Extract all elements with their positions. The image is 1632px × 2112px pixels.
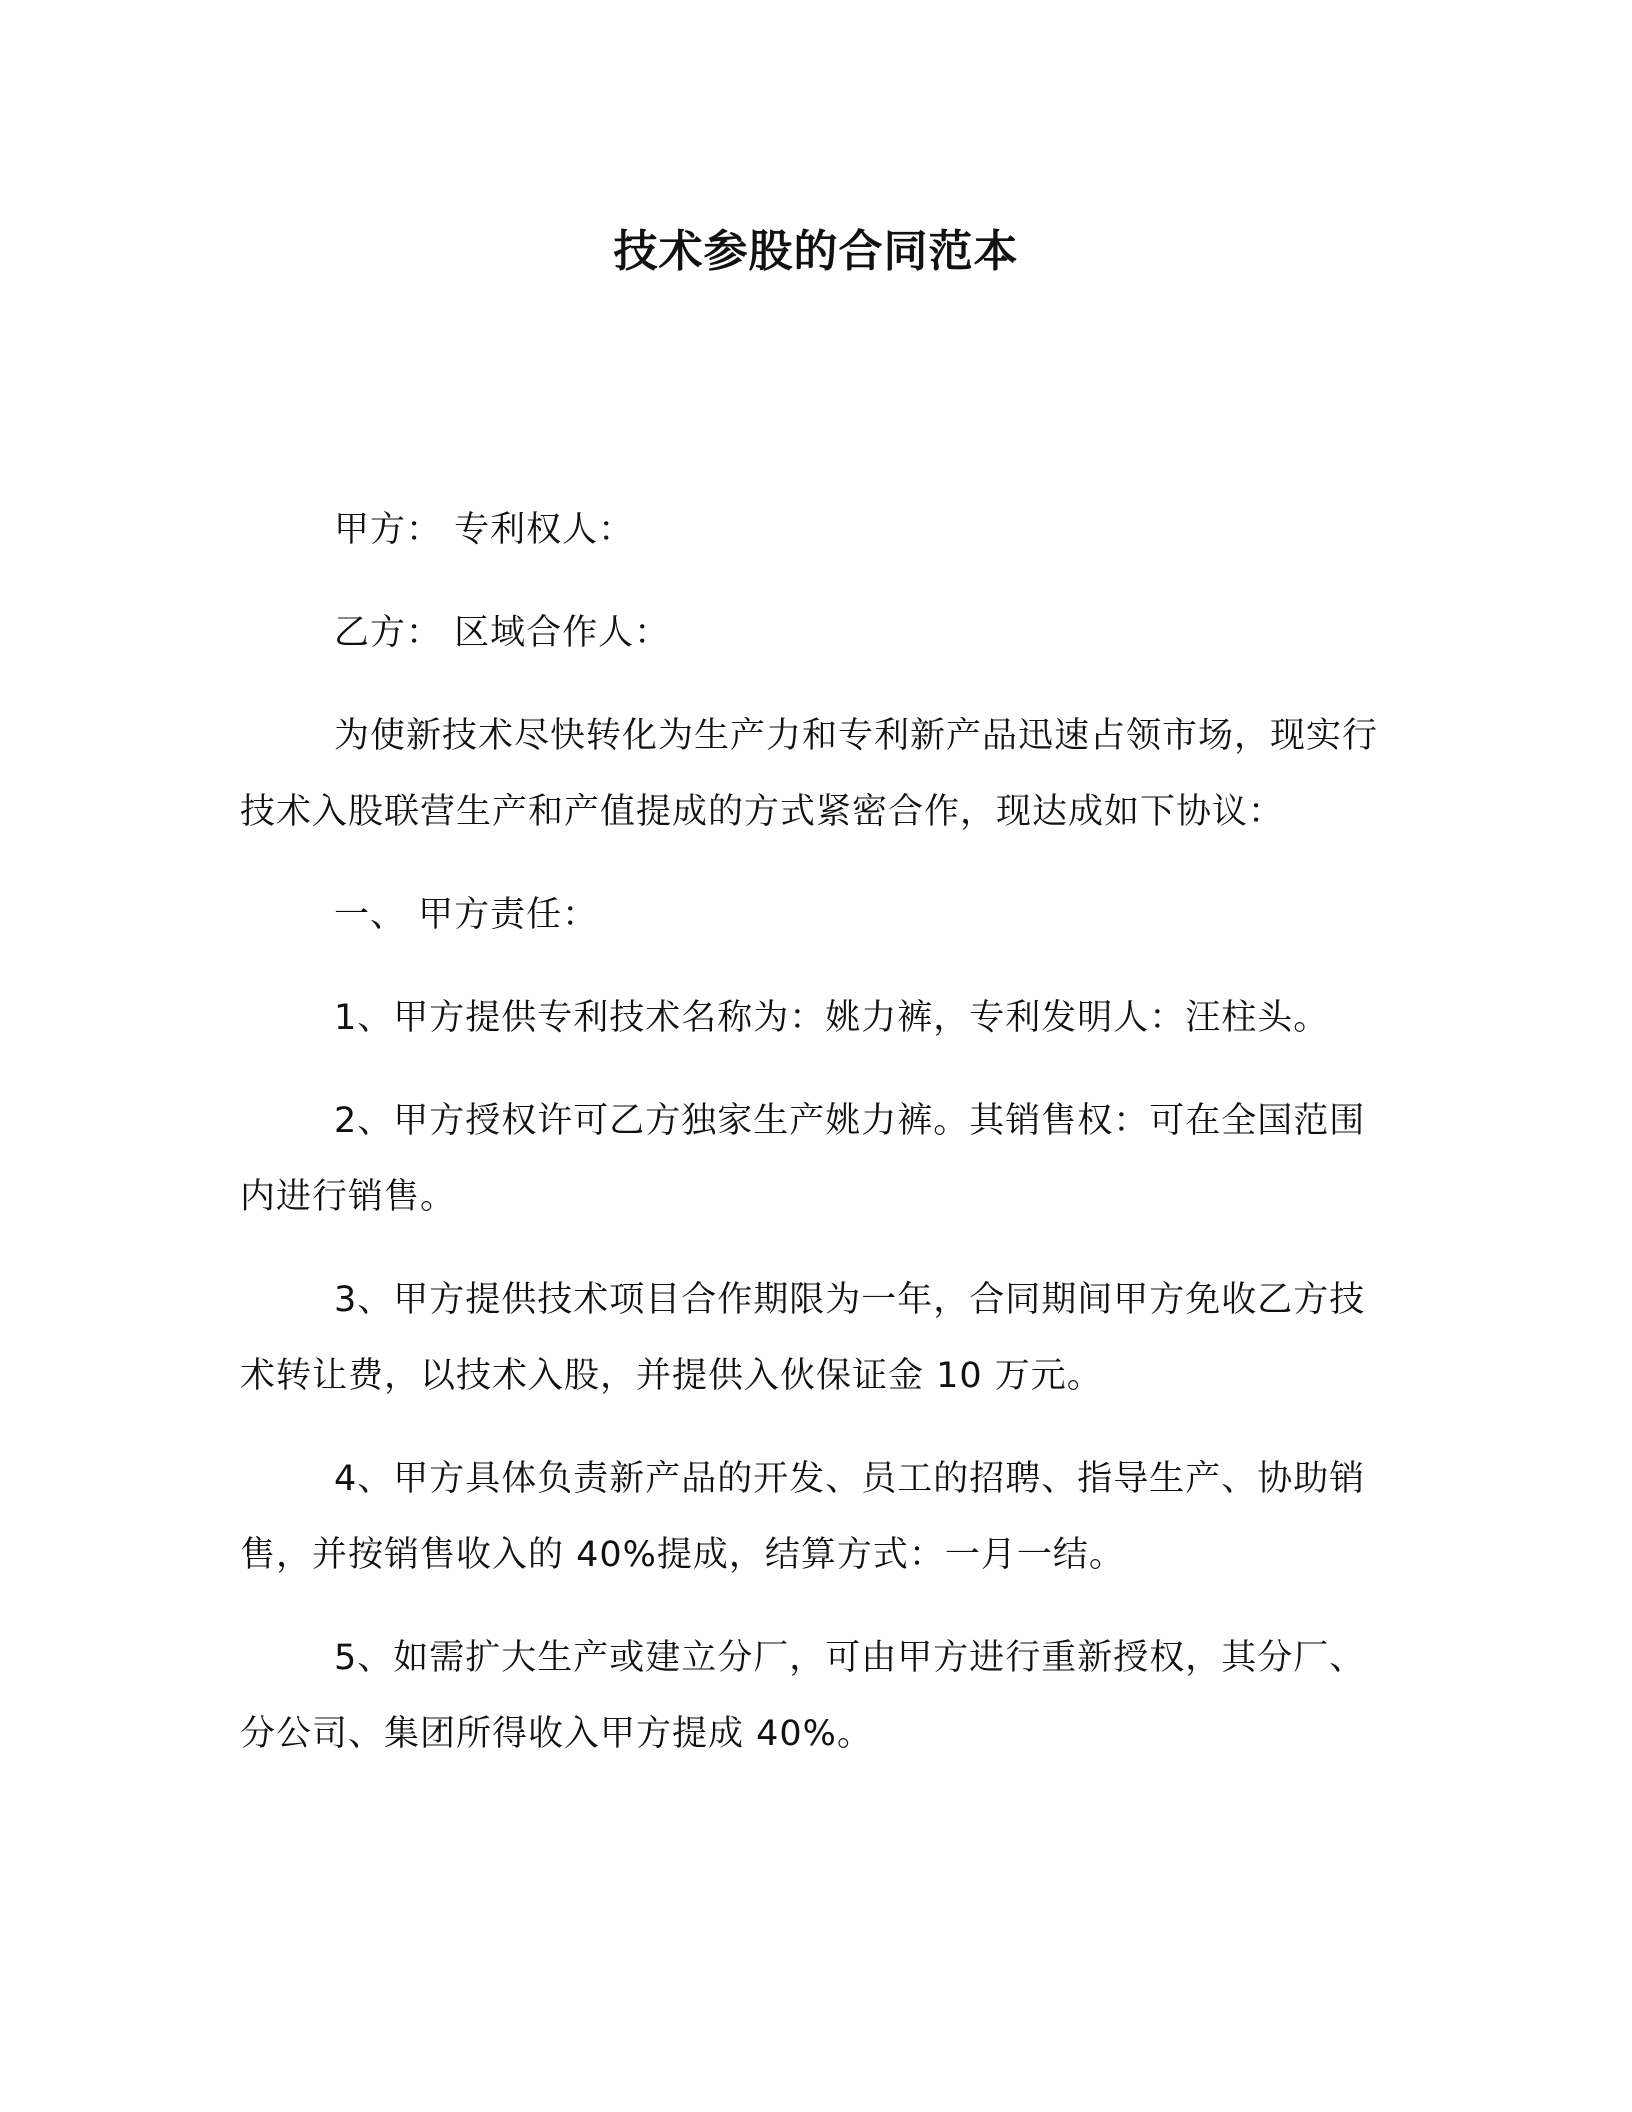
- clause-5: 5、如需扩大生产或建立分厂，可由甲方进行重新授权，其分厂、分公司、集团所得收入甲方提成 40%。: [240, 1638, 1366, 1754]
- party-b-line: 乙方： 区域合作人：: [334, 613, 671, 653]
- clause-4: 4、甲方具体负责新产品的开发、员工的招聘、指导生产、协助销售，并按销售收入的 40%提成，结算方式：一月一结。: [240, 1459, 1366, 1575]
- section-heading-party-a-duties: 一、 甲方责任：: [334, 895, 599, 935]
- clause-3: 3、甲方提供技术项目合作期限为一年，合同期间甲方免收乙方技术转让费，以技术入股，并提供入伙保证金 10 万元。: [240, 1280, 1366, 1396]
- party-a-line: 甲方： 专利权人：: [334, 510, 635, 550]
- document-body: [240, 492, 1390, 1799]
- clause-1: 1、甲方提供专利技术名称为：姚力裤，专利发明人：汪柱头。: [334, 998, 1330, 1038]
- document-title: 技术参股的合同范本: [613, 226, 1019, 277]
- preamble-paragraph: 为使新技术尽快转化为生产力和专利新产品迅速占领市场，现实行技术入股联营生产和产值提成的方式紧密合作，现达成如下协议：: [240, 716, 1379, 832]
- clause-2: 2、甲方授权许可乙方独家生产姚力裤。其销售权：可在全国范围内进行销售。: [240, 1101, 1366, 1217]
